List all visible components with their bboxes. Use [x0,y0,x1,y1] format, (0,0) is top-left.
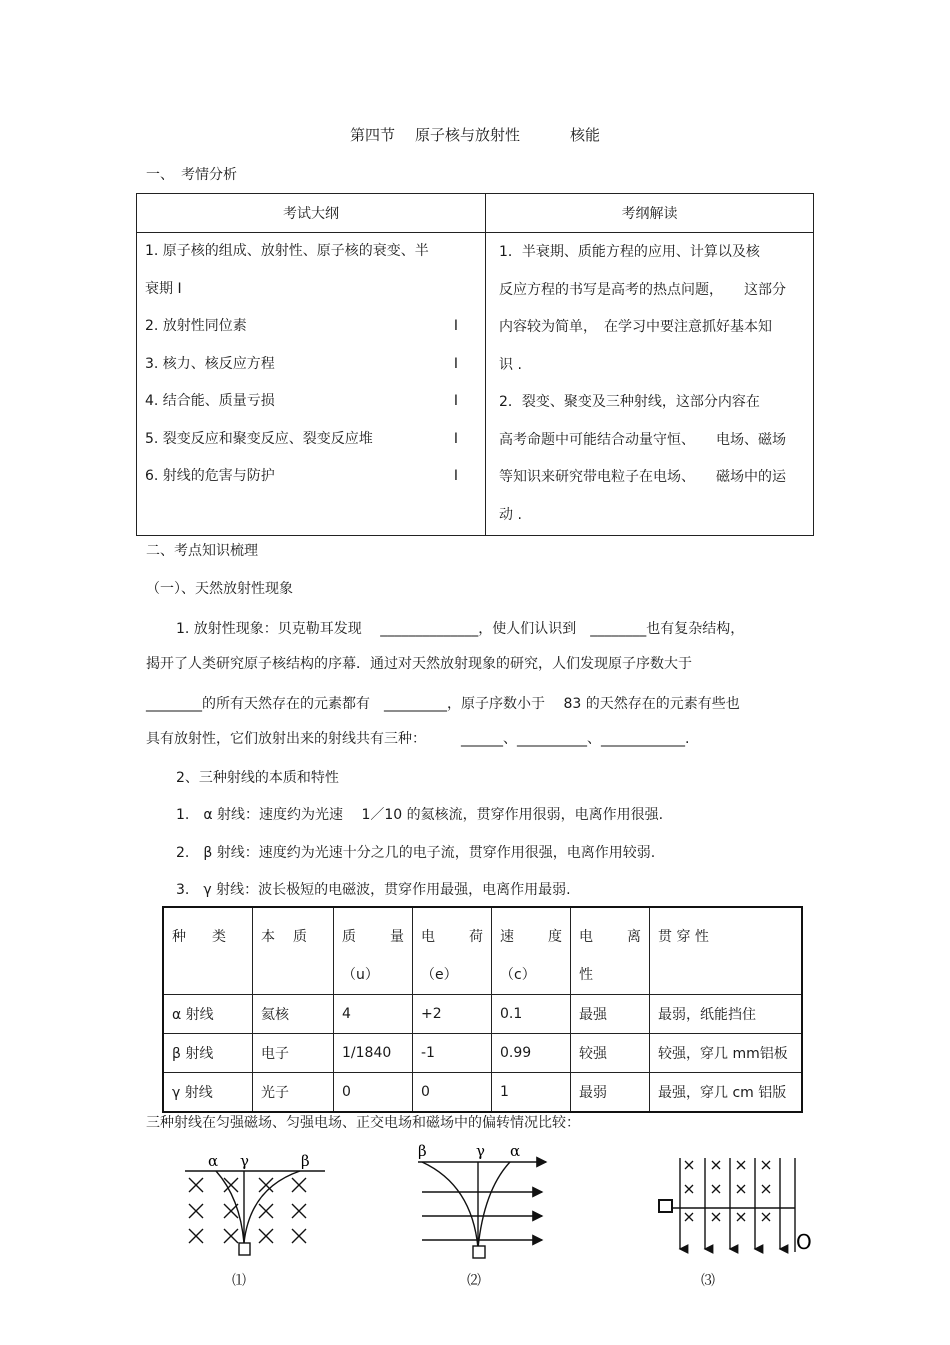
fig1-alpha-label: α [208,1152,219,1170]
ray-table-cell: 最强，穿几 cm 铝版 [650,1073,803,1113]
ray-table-cell: γ 射线 [163,1073,253,1113]
fig2-source [473,1246,485,1258]
ray-head-charge: 电 荷 （e） [413,907,492,995]
ray-head-speed: 速 度 （c） [492,907,571,995]
outline-left-line: 3. 核力、核反应方程 I [138,346,484,384]
paragraph-line-4: 具有放射性，它们放射出来的射线共有三种： ______、__________、____________. [146,731,690,747]
ray-table-row [163,1034,802,1073]
ray-table-row [163,1073,802,1113]
subsection-heading-1: （一）、天然放射性现象 [146,581,293,597]
outline-right-cell [486,233,814,536]
fig2-gamma-label: γ [476,1142,485,1160]
ray-head-mass: 质 量 （u） [334,907,413,995]
ray-table-cell: 4 [334,995,413,1034]
ray-table-cell: 氦核 [253,995,334,1034]
ray-table [162,906,803,1113]
ray-table-cell: 0.1 [492,995,571,1034]
ray-table-cell: α 射线 [163,995,253,1034]
electric-field-lines [418,1162,546,1240]
ray-table-cell: 最弱 [571,1073,650,1113]
outline-right-line: 等知识来研究带电粒子在电场、 磁场中的运 [499,469,786,485]
fig3-source [659,1200,672,1212]
outline-left-line: 2. 放射性同位素 I [138,308,484,346]
fig1-label: ⑴ [232,1273,246,1289]
outline-left-list [138,233,484,496]
outline-right-line: 反应方程的书写是高考的热点问题， 这部分 [499,281,786,298]
crossed-field-crosses [685,1161,770,1221]
title-topic: 原子核与放射性 [414,126,520,144]
ray-table-cell: 光子 [253,1073,334,1113]
ray-table-cell: 0 [413,1073,492,1113]
fig1-beta-label: β [301,1152,310,1170]
outline-left-line: 1. 原子核的组成、放射性、原子核的衰变、半 [145,243,429,259]
ray-table-cell: +2 [413,995,492,1034]
ray-head-ionization: 电 离 性 [571,907,650,995]
paragraph-line-3: ________的所有天然存在的元素都有 _________，原子序数小于 83 的天然存在的元素有些也 [146,696,740,712]
section-heading-1: 一、 考情分析 [146,167,237,183]
page-title [0,124,950,145]
outline-right-list [492,234,812,534]
ray-table-cell: 电子 [253,1034,334,1073]
outline-left-line: 5. 裂变反应和聚变反应、裂变反应堆 I [138,421,484,459]
outline-right-line: 1．半衰期、质能方程的应用、计算以及核 [499,244,760,260]
outline-right-line: 识 . [499,356,522,373]
outline-level-mark: I [453,393,458,409]
ray-table-cell: β 射线 [163,1034,253,1073]
paragraph-line-2: 揭开了人类研究原子核结构的序幕．通过对天然放射现象的研究，人们发现原子序数大于 [146,656,692,672]
figure-crossed-fields [655,1155,812,1255]
outline-left-line: 4. 结合能、质量亏损 I [138,383,484,421]
ray-table-cell: 最强 [571,995,650,1034]
ray-table-cell: 0.99 [492,1034,571,1073]
outline-right-line: 内容较为简单， 在学习中要注意抓好基本知 [499,319,772,335]
figure-magnetic-field [180,1148,330,1263]
title-subtopic: 核能 [570,126,601,144]
outline-left-line: 衰期 I [145,280,182,297]
figure-electric-field [412,1140,552,1265]
outline-table [136,193,814,536]
ray-table-cell: -1 [413,1034,492,1073]
ray-table-cell: 较强 [571,1034,650,1073]
outline-right-line: 高考命题中可能结合动量守恒、 电场、磁场 [499,431,786,448]
ray-table-cell: 较强，穿几 mm铝板 [650,1034,803,1073]
ray-table-row [163,995,802,1034]
fig3-o-mark: O [796,1230,812,1254]
ray-head-penetration: 贯 穿 性 [650,907,803,995]
paragraph-line-1: 1. 放射性现象：贝克勒耳发现 ______________，使人们认识到 ________也有复杂结构， [176,621,745,637]
fig2-label: ⑵ [467,1273,481,1289]
ray-table-cell: 最弱，纸能挡住 [650,995,803,1034]
ray-head-kind: 种 类 [163,907,253,995]
fig2-ray-paths [422,1162,510,1248]
title-section: 第四节 [349,126,395,144]
fig2-alpha-label: α [510,1142,521,1160]
section-heading-2: 二、考点知识梳理 [146,543,258,559]
item-heading-2: 2、三种射线的本质和特性 [176,770,339,786]
magnetic-field-crosses [189,1178,306,1243]
ray-head-nature: 本 质 [253,907,334,995]
outline-right-line: 动 . [499,506,522,523]
fig1-source [239,1243,250,1255]
crossed-field-lines [673,1158,795,1252]
ray-table-cell: 1 [492,1073,571,1113]
ray-line-gamma: 3. γ 射线：波长极短的电磁波，贯穿作用最强，电离作用最弱. [176,882,571,898]
outline-left-cell [137,233,486,536]
ray-line-beta: 2. β 射线：速度约为光速十分之几的电子流，贯穿作用很强，电离作用较弱. [176,845,656,861]
outline-level-mark: I [453,468,458,484]
outline-head-right: 考纲解读 [486,194,814,233]
outline-right-line: 2．裂变、聚变及三种射线，这部分内容在 [499,394,760,410]
fig3-label: ⑶ [701,1273,715,1289]
ray-table-cell: 1/1840 [334,1034,413,1073]
outline-left-line: 6. 射线的危害与防护 I [138,458,484,496]
compare-text: 三种射线在匀强磁场、匀强电场、正交电场和磁场中的偏转情况比较： [146,1115,580,1131]
ray-line-alpha: 1. α 射线：速度约为光速 1／10 的氦核流，贯穿作用很弱，电离作用很强. [176,807,664,823]
ray-table-cell: 0 [334,1073,413,1113]
outline-level-mark: I [453,318,458,334]
fig2-beta-label: β [418,1142,427,1160]
fig1-gamma-label: γ [240,1152,249,1170]
outline-level-mark: I [453,430,458,447]
outline-head-left: 考试大纲 [137,194,486,233]
outline-level-mark: I [453,355,458,372]
